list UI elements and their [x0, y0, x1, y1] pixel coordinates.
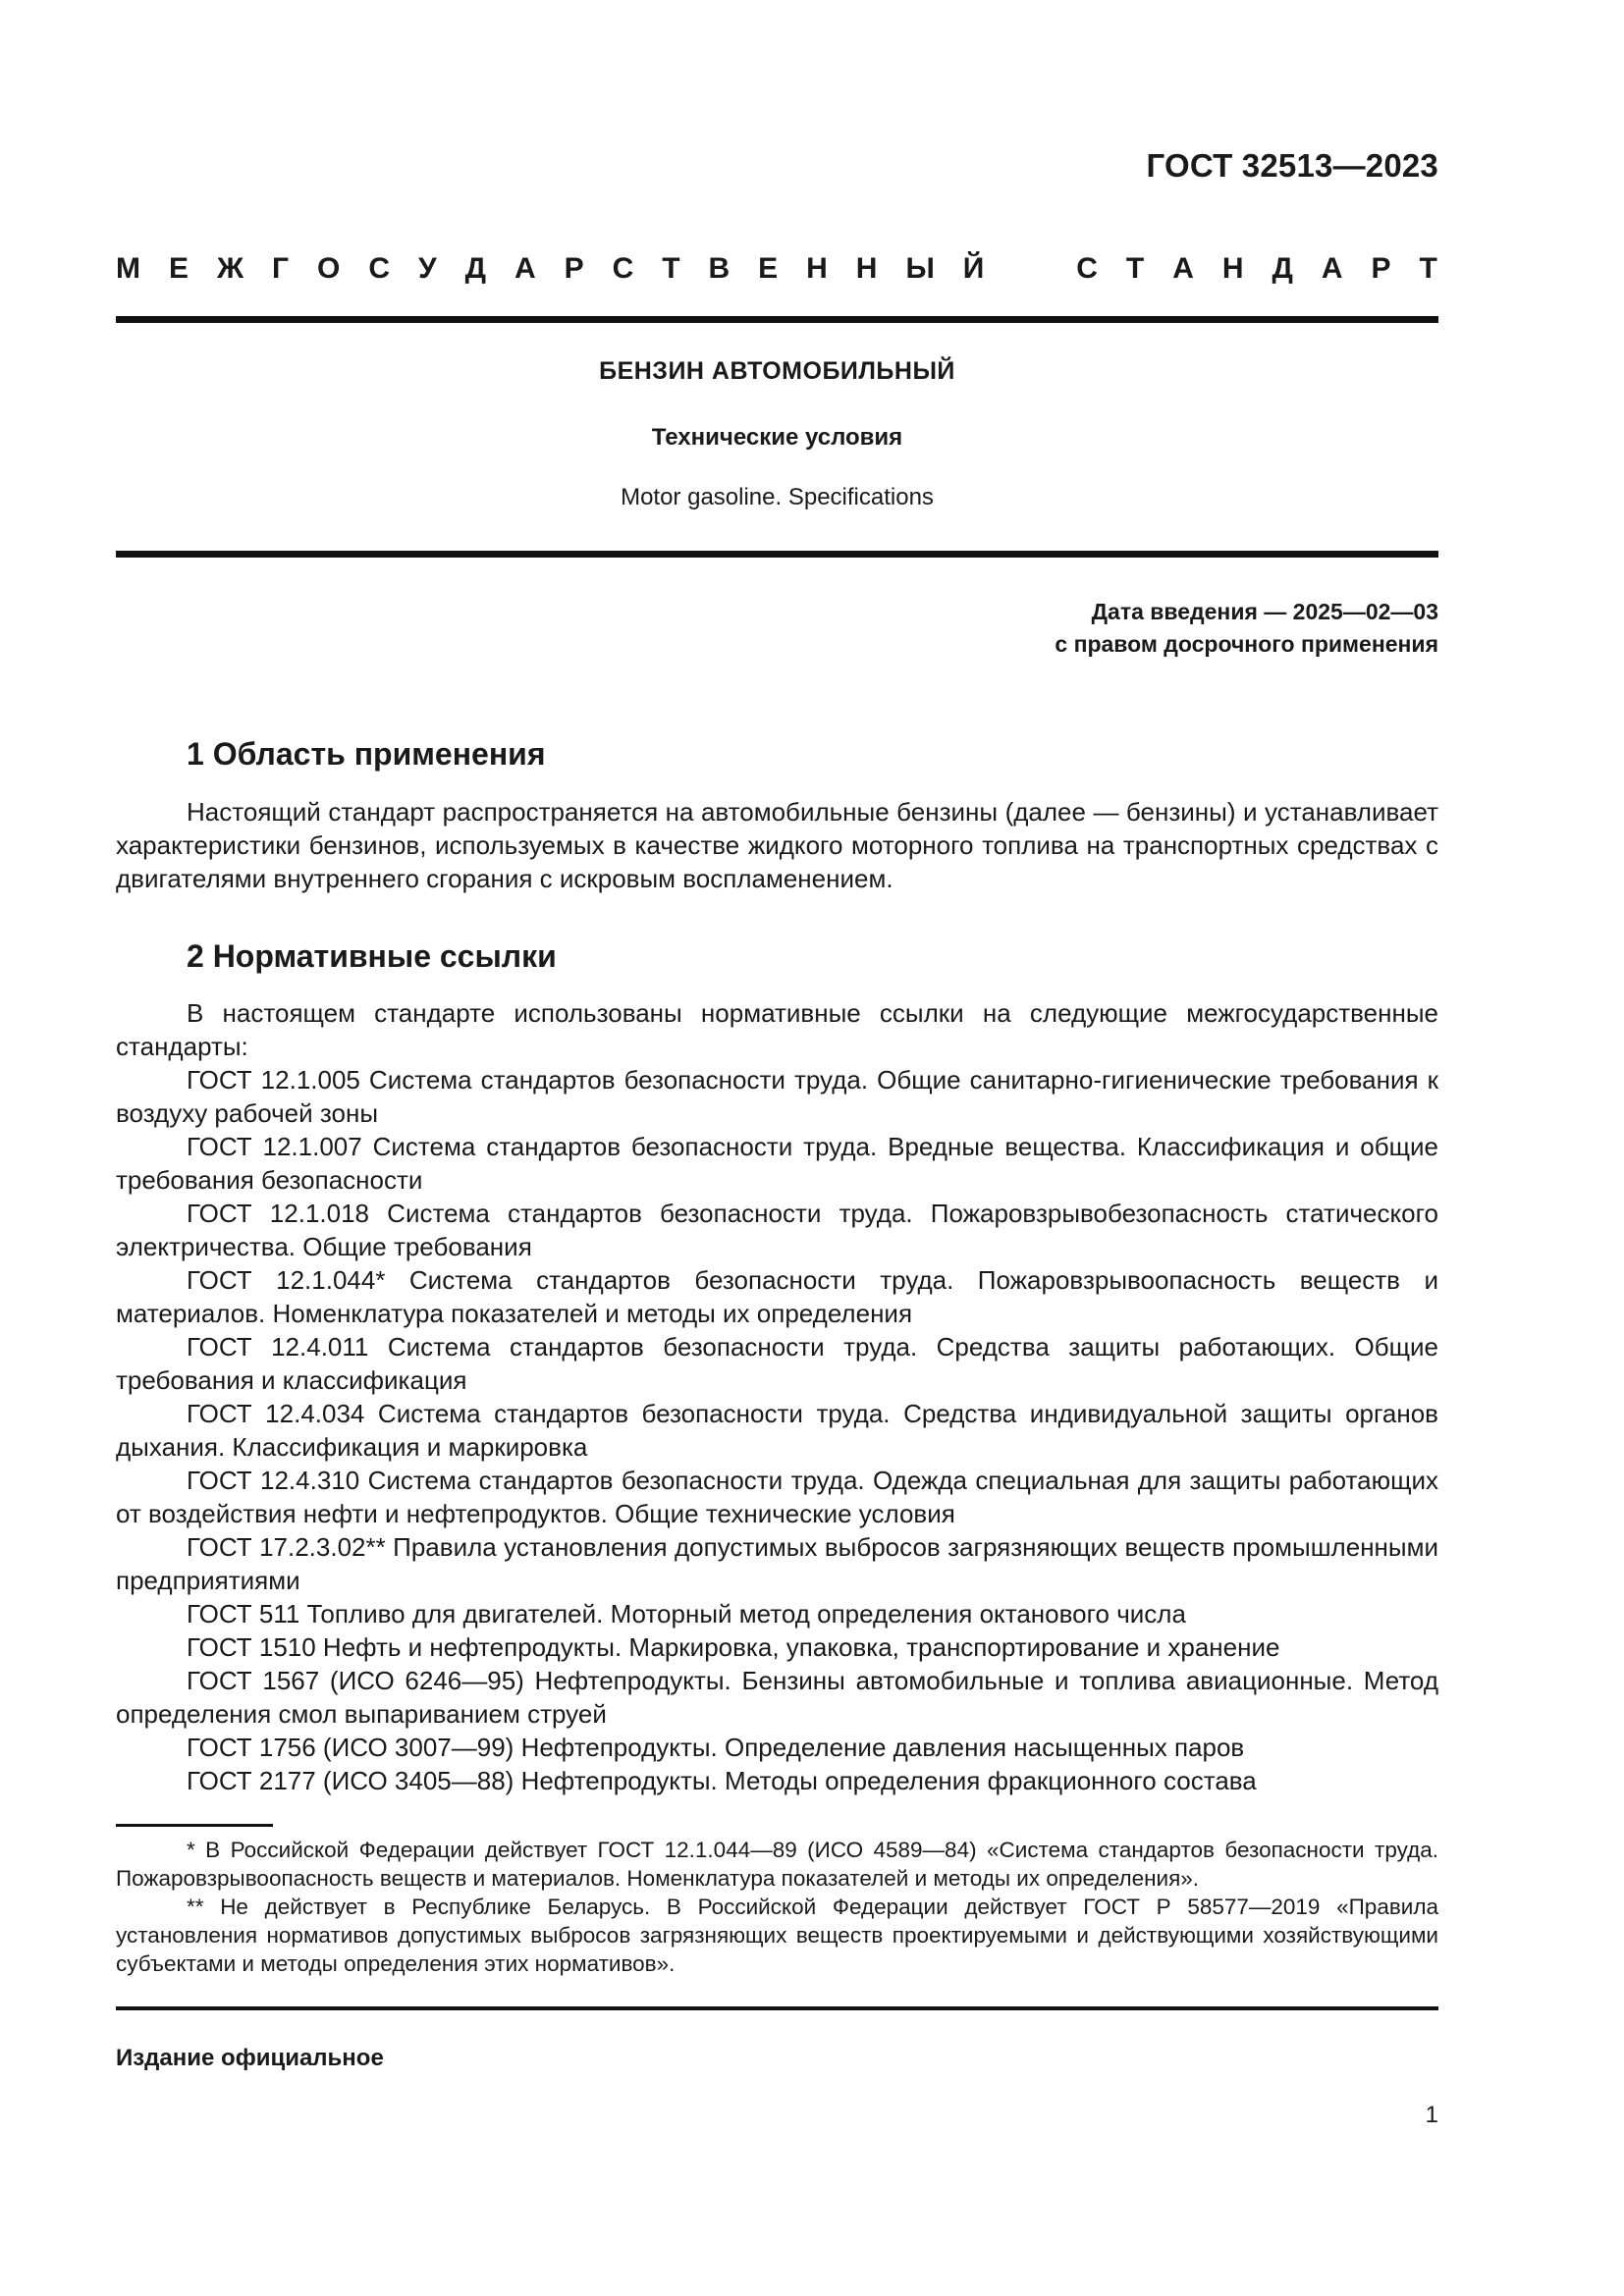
heading-letter: Т — [1125, 252, 1145, 285]
heading-letter: Н — [806, 252, 828, 285]
heading-letter: Г — [272, 252, 290, 285]
heading-letter: А — [514, 252, 536, 285]
heading-letter: Д — [1272, 252, 1293, 285]
heading-letter: С — [1076, 252, 1098, 285]
footnotes — [116, 1836, 1438, 1978]
reference-item: ГОСТ 12.4.034 Система стандартов безопасности труда. Средства индивидуальной защиты органов дыхания. Классификация и маркировка — [116, 1399, 1438, 1462]
heading-letter: У — [417, 252, 437, 285]
heading-letter: С — [612, 252, 634, 285]
section-heading-references: 2 Нормативные ссылки — [187, 938, 557, 974]
heading-letter: Й — [962, 252, 985, 285]
reference-item: ГОСТ 12.1.044* Система стандартов безопасности труда. Пожаровзрывоопасность веществ и материалов. Номенклатура показателей и методы их определения — [116, 1265, 1438, 1328]
heading-letter: Р — [564, 252, 584, 285]
heading-letter: Ы — [905, 252, 935, 285]
footnote-divider — [116, 1824, 273, 1827]
reference-item: ГОСТ 12.1.007 Система стандартов безопасности труда. Вредные вещества. Классификация и общие требования безопасности — [116, 1132, 1438, 1195]
footer-divider — [116, 2006, 1438, 2010]
document-subtitle: Технические условия — [651, 424, 903, 451]
reference-item: ГОСТ 12.1.005 Система стандартов безопасности труда. Общие санитарно-гигиенические требования к воздуху рабочей зоны — [116, 1065, 1438, 1128]
title-divider — [116, 551, 1438, 558]
heading-letter: М — [116, 252, 140, 285]
heading-letter: О — [317, 252, 341, 285]
heading-letter: Е — [758, 252, 779, 285]
official-edition-label: Издание официальное — [116, 2045, 384, 2071]
reference-item: ГОСТ 1756 (ИСО 3007—99) Нефтепродукты. Определение давления насыщенных паров — [187, 1733, 1245, 1762]
heading-letter: А — [1321, 252, 1343, 285]
heading-letter: Т — [1419, 252, 1437, 285]
introduction-date-block — [1055, 596, 1438, 661]
section-scope-body — [116, 795, 1438, 895]
heading-letter: Т — [662, 252, 680, 285]
paragraph: В настоящем стандарте использованы нормативные ссылки на следующие межгосударственные стандарты: — [116, 998, 1438, 1061]
reference-item: ГОСТ 511 Топливо для двигателей. Моторный метод определения октанового числа — [187, 1599, 1186, 1629]
reference-item: ГОСТ 2177 (ИСО 3405—88) Нефтепродукты. Методы определения фракционного состава — [187, 1766, 1257, 1795]
heading-letter: Н — [1221, 252, 1244, 285]
reference-item: ГОСТ 1567 (ИСО 6246—95) Нефтепродукты. Бензины автомобильные и топлива авиационные. Метод определения смол выпариванием струей — [116, 1666, 1438, 1729]
reference-item: ГОСТ 12.4.011 Система стандартов безопасности труда. Средства защиты работающих. Общие требования и классификация — [116, 1332, 1438, 1395]
word-gap — [1012, 252, 1048, 286]
heading-letter: С — [368, 252, 391, 285]
gost-number: ГОСТ 32513—2023 — [1146, 147, 1438, 184]
document-title-english: Motor gasoline. Specifications — [621, 484, 934, 510]
reference-item: ГОСТ 1510 Нефть и нефтепродукты. Маркировка, упаковка, транспортирование и хранение — [187, 1632, 1280, 1662]
heading-letter: Н — [855, 252, 878, 285]
reference-item: ГОСТ 17.2.3.02** Правила установления допустимых выбросов загрязняющих веществ промышленными предприятиями — [116, 1532, 1438, 1595]
reference-item: ГОСТ 12.1.018 Система стандартов безопасности труда. Пожаровзрывобезопасность статического электричества. Общие требования — [116, 1199, 1438, 1261]
reference-item: ГОСТ 12.4.310 Система стандартов безопасности труда. Одежда специальная для защиты работающих от воздействия нефти и нефтепродуктов. Общие технические условия — [116, 1466, 1438, 1528]
heading-letter: Р — [1371, 252, 1391, 285]
page-number: 1 — [1425, 2102, 1438, 2128]
footnote: ** Не действует в Республике Беларусь. В Российской Федерации действует ГОСТ Р 58577—2019 «Правила установления нормативов допустимых выбросов загрязняющих веществ проектируемыми и действующими хозяйствующими субъектами и методы определения этих нормативов». — [116, 1895, 1438, 1976]
section-heading-scope: 1 Область применения — [187, 736, 546, 772]
paragraph: Настоящий стандарт распространяется на автомобильные бензины (далее — бензины) и устанавливает характеристики бензинов, используемых в качестве жидкого моторного топлива на транспортных средствах с двигателями внутреннего сгорания с искровым воспламенением. — [116, 797, 1438, 893]
introduction-date: Дата введения — 2025—02—03 — [1091, 599, 1438, 624]
heading-letter: Е — [168, 252, 189, 285]
footnote: * В Российской Федерации действует ГОСТ 12.1.044—89 (ИСО 4589—84) «Система стандартов безопасности труда. Пожаровзрывоопасность веществ и материалов. Номенклатура показателей и методы их определения». — [116, 1838, 1438, 1891]
heading-letter: Ж — [216, 252, 244, 285]
heading-letter: А — [1172, 252, 1194, 285]
heading-letter: Д — [464, 252, 486, 285]
top-divider — [116, 316, 1438, 323]
early-application-note: с правом досрочного применения — [1055, 631, 1438, 657]
heading-letter: В — [708, 252, 731, 285]
section-references-body — [116, 996, 1438, 1797]
interstate-standard-heading — [116, 252, 1437, 286]
document-title: БЕНЗИН АВТОМОБИЛЬНЫЙ — [599, 357, 955, 385]
